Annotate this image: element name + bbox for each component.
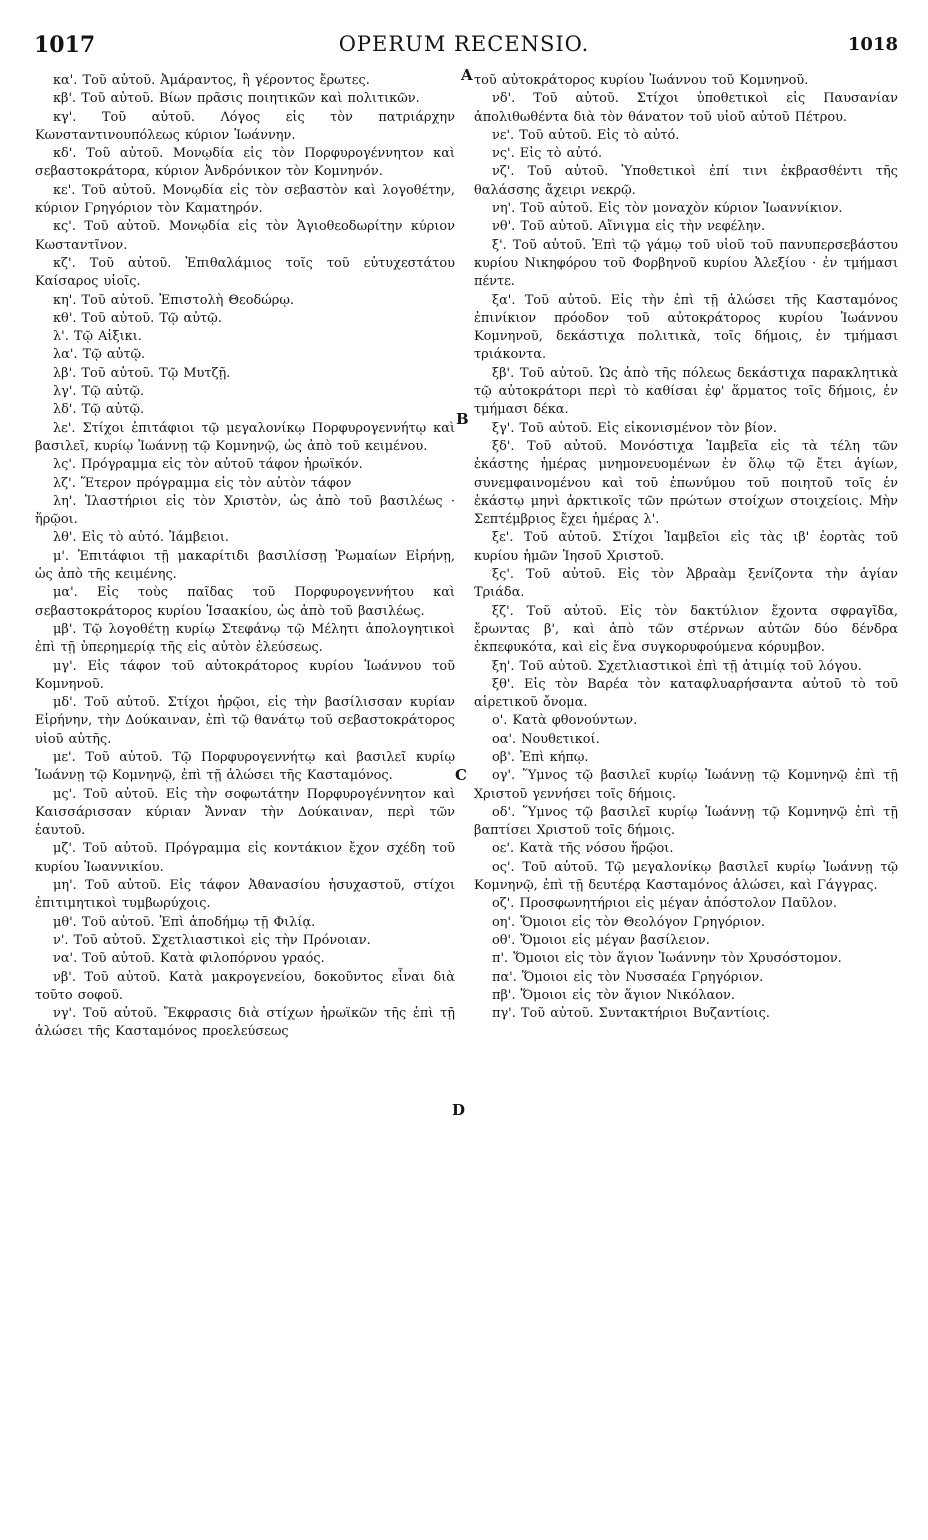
right-entry: ος'. Τοῦ αὐτοῦ. Τῷ μεγαλονίκῳ βασιλεῖ κυρίῳ Ἰωάννῃ τῷ Κομνηνῷ, ἐπὶ τῇ δευτέρᾳ Κασταμόνος ἁλώσει, καὶ Γάγγρας. — [474, 859, 898, 894]
left-entry: λα'. Τῷ αὐτῷ. — [53, 347, 146, 363]
right-entry: ξθ'. Εἰς τὸν Βαρέα τὸν καταφλυαρήσαντα αὐτοῦ τὸ τοῦ αἱρετικοῦ ὄνομα. — [474, 676, 898, 711]
left-entry: κγ'. Τοῦ αὐτοῦ. Λόγος εἰς τὸν πατριάρχην Κωνσταντινουπόλεως κύριον Ἰωάννην. — [35, 109, 455, 143]
left-entry: λθ'. Εἰς τὸ αὐτό. Ἰάμβειοι. — [53, 530, 229, 546]
margin-letter-b: B — [456, 410, 469, 428]
left-entry: να'. Τοῦ αὐτοῦ. Κατὰ φιλοπόρνου γραός. — [53, 951, 325, 967]
right-entry: πα'. Ὅμοιοι εἰς τὸν Νυσσαέα Γρηγόριον. — [492, 969, 764, 985]
left-entry: νβ'. Τοῦ αὐτοῦ. Κατὰ μακρογενείου, δοκοῦντος εἶναι διὰ τοῦτο σοφοῦ. — [35, 969, 455, 1003]
left-entry: λη'. Ἱλαστήριοι εἰς τὸν Χριστὸν, ὡς ἀπὸ τοῦ βασιλέως · ἥρῷοι. — [35, 493, 455, 528]
right-entry: πγ'. Τοῦ αὐτοῦ. Συντακτήριοι Βυζαντίοις. — [492, 1006, 770, 1022]
right-entry: ξα'. Τοῦ αὐτοῦ. Εἰς τὴν ἐπὶ τῇ ἁλώσει τῆς Κασταμόνος ἐπινίκιον πρόοδον τοῦ αὐτοκράτορος κυρίου Ἰωάννου Κομνηνοῦ, δεκάστιχα πολιτικὰ, τοῖς δήμοις, ἐν τμήμασι τριάκοντα. — [474, 292, 898, 363]
right-entry: νε'. Τοῦ αὐτοῦ. Εἰς τὸ αὐτό. — [492, 127, 680, 143]
right-entry: νθ'. Τοῦ αὐτοῦ. Αἴνιγμα εἰς τὴν νεφέλην. — [492, 219, 766, 235]
right-entry: νς'. Εἰς τὸ αὐτό. — [492, 146, 603, 162]
margin-letter-a: A — [461, 66, 473, 84]
right-entry: π'. Ὅμοιοι εἰς τὸν ἅγιον Ἰωάννην τὸν Χρυσόστομον. — [492, 951, 842, 967]
left-entry: μζ'. Τοῦ αὐτοῦ. Πρόγραμμα εἰς κοντάκιον ἔχον σχέδη τοῦ κυρίου Ἰωαννικίου. — [35, 841, 455, 875]
margin-letter-d: D — [452, 1101, 466, 1119]
page-header — [0, 30, 928, 66]
left-entry: λε'. Στίχοι ἐπιτάφιοι τῷ μεγαλονίκῳ Πορφυρογεννήτῳ καὶ βασιλεῖ, κυρίῳ Ἰωάννῃ τῷ Κομνηνῷ, ὡς ἀπὸ τοῦ κειμένου. — [35, 420, 455, 454]
top-continuation: τοῦ αὐτοκράτορος κυρίου Ἰωάννου τοῦ Κομνηνοῦ. — [474, 73, 809, 88]
left-entry: κθ'. Τοῦ αὐτοῦ. Τῷ αὐτῷ. — [53, 310, 222, 326]
right-page-number: 1018 — [847, 34, 898, 55]
left-entry: μη'. Τοῦ αὐτοῦ. Εἰς τάφον Ἀθανασίου ἡσυχαστοῦ, στίχοι ἐπιτιμητικοὶ τυμβωρύχοις. — [35, 878, 455, 912]
right-entry: πβ'. Ὅμοιοι εἰς τὸν ἅγιον Νικόλαον. — [492, 987, 735, 1003]
left-entry: κβ'. Τοῦ αὐτοῦ. Βίων πρᾶσις ποιητικῶν καὶ πολιτικῶν. — [53, 91, 420, 107]
left-entry: μδ'. Τοῦ αὐτοῦ. Στίχοι ἡρῷοι, εἰς τὴν βασίλισσαν κυρίαν Εἰρήνην, τὴν Δούκαιναν, ἐπὶ τῷ θανάτῳ τοῦ σεβαστοκράτορος υἱοῦ αὐτῆς. — [35, 695, 455, 747]
right-column — [474, 72, 898, 1023]
right-entry: οθ'. Ὅμοιοι εἰς μέγαν βασίλειον. — [492, 932, 710, 948]
right-entry: ξς'. Τοῦ αὐτοῦ. Εἰς τὸν Ἀβραὰμ ξενίζοντα τὴν ἁγίαν Τριάδα. — [474, 567, 898, 601]
running-title: OPERUM RECENSIO. — [338, 32, 590, 56]
left-entry: μα'. Εἰς τοὺς παῖδας τοῦ Πορφυρογεννήτου καὶ σεβαστοκράτορος κυρίου Ἰσαακίου, ὡς ἀπὸ τοῦ βασιλέως. — [35, 585, 455, 619]
left-column — [35, 72, 455, 1042]
left-entry: λ'. Τῷ Αἰξικι. — [53, 329, 142, 345]
right-entry: ξγ'. Τοῦ αὐτοῦ. Εἰς εἰκονισμένον τὸν βίον. — [492, 420, 777, 436]
left-entry: μγ'. Εἰς τάφον τοῦ αὐτοκράτορος κυρίου Ἰωάννου τοῦ Κομνηνοῦ. — [35, 658, 455, 692]
left-entry: ν'. Τοῦ αὐτοῦ. Σχετλιαστικοὶ εἰς τὴν Πρόνοιαν. — [53, 932, 371, 948]
left-entry: νγ'. Τοῦ αὐτοῦ. Ἔκφρασις διὰ στίχων ἡρωϊκῶν τῆς ἐπὶ τῇ ἁλώσει τῆς Κασταμόνος προελεύσεως — [35, 1006, 455, 1040]
left-entry: μβ'. Τῷ λογοθέτῃ κυρίῳ Στεφάνῳ τῷ Μέλητι ἀπολογητικοὶ ἐπὶ τῇ ὑπερημερίᾳ τῆς εἰς αὐτὸν ἐλεύσεως. — [35, 621, 455, 656]
right-entry: ξβ'. Τοῦ αὐτοῦ. Ὡς ἀπὸ τῆς πόλεως δεκάστιχα παρακλητικὰ τῷ αὐτοκράτορι περὶ τὸ καθίσαι ἐφ' ἅρματος τοῖς δήμοις, ἐν τμήμασι δέκα. — [474, 365, 898, 418]
left-entry: κη'. Τοῦ αὐτοῦ. Ἐπιστολὴ Θεοδώρῳ. — [53, 292, 294, 308]
left-entry: λγ'. Τῷ αὐτῷ. — [53, 384, 145, 400]
margin-letter-c: C — [455, 766, 467, 784]
left-entry: μθ'. Τοῦ αὐτοῦ. Ἐπὶ ἀποδήμῳ τῇ Φιλίᾳ. — [53, 914, 316, 930]
right-entry: οη'. Ὅμοιοι εἰς τὸν Θεολόγον Γρηγόριον. — [492, 914, 766, 930]
right-entry: νδ'. Τοῦ αὐτοῦ. Στίχοι ὑποθετικοὶ εἰς Παυσανίαν ἀπολιθωθέντα διὰ τὸν θάνατον τοῦ υἱοῦ αὐτοῦ Πέτρου. — [474, 91, 898, 125]
right-entry: ο'. Κατὰ φθονούντων. — [492, 713, 638, 729]
right-entry: οβ'. Ἐπὶ κήπῳ. — [492, 749, 589, 765]
right-entry: ξε'. Τοῦ αὐτοῦ. Στίχοι Ἰαμβεῖοι εἰς τὰς ιβ' ἑορτὰς τοῦ κυρίου ἡμῶν Ἰησοῦ Χριστοῦ. — [474, 530, 898, 564]
left-entry: μ'. Ἐπιτάφιοι τῇ μακαρίτιδι βασιλίσσῃ Ῥωμαίων Εἰρήνῃ, ὡς ἀπὸ τῆς κειμένης. — [35, 548, 455, 583]
right-entry: οδ'. Ὕμνος τῷ βασιλεῖ κυρίῳ Ἰωάννῃ τῷ Κομνηνῷ ἐπὶ τῇ βαπτίσει Χριστοῦ τοῖς δήμοις. — [474, 804, 898, 839]
left-entry: κε'. Τοῦ αὐτοῦ. Μονῳδία εἰς τὸν σεβαστὸν καὶ λογοθέτην, κύριον Γρηγόριον τὸν Καματηρόν. — [35, 182, 455, 217]
right-entry: οε'. Κατὰ τῆς νόσου ἥρῷοι. — [492, 841, 674, 857]
left-entry: μς'. Τοῦ αὐτοῦ. Εἰς τὴν σοφωτάτην Πορφυρογέννητον καὶ Καισσάρισσαν κύριαν Ἄνναν τὴν Δούκαιναν, περὶ τῶν ἑαυτοῦ. — [35, 786, 455, 839]
right-entry: ξη'. Τοῦ αὐτοῦ. Σχετλιαστικοὶ ἐπὶ τῇ ἀτιμίᾳ τοῦ λόγου. — [492, 658, 862, 674]
right-entry: ξδ'. Τοῦ αὐτοῦ. Μονόστιχα Ἰαμβεῖα εἰς τὰ τέλη τῶν ἑκάστης ἡμέρας μνημονευομένων ἐν ὅλῳ τῷ ἔτει ἁγίων, συνεμφαινομένου καὶ τοῦ ἐπωνύμου τοῦ ποιητοῦ τοῖς ἐν ἑκάστῳ μηνὶ ἀρκτικοῖς τῶν πρώτων στοίχων στοιχείοις. Μὴν Σεπτέμβριος ἔχει ἡμέρας λ'. — [474, 438, 898, 528]
left-entry: λδ'. Τῷ αὐτῷ. — [53, 402, 145, 418]
right-entry: νη'. Τοῦ αὐτοῦ. Εἰς τὸν μοναχὸν κύριον Ἰωαννίκιον. — [492, 201, 843, 217]
left-entry: κς'. Τοῦ αὐτοῦ. Μονῳδία εἰς τὸν Ἁγιοθεοδωρίτην κύριον Κωσταντῖνον. — [35, 219, 455, 253]
right-entry: νζ'. Τοῦ αὐτοῦ. Ὑποθετικοὶ ἐπί τινι ἐκβρασθέντι τῆς θαλάσσης ἄχειρι νεκρῷ. — [474, 164, 898, 198]
right-entry: οα'. Νουθετικοί. — [492, 731, 600, 747]
left-entry: με'. Τοῦ αὐτοῦ. Τῷ Πορφυρογεννήτῳ καὶ βασιλεῖ κυρίῳ Ἰωάννῃ τῷ Κομνηνῷ, ἐπὶ τῇ ἁλώσει τῆς Κασταμόνος. — [35, 749, 455, 784]
left-entry: λζ'. Ἕτερον πρόγραμμα εἰς τὸν αὐτὸν τάφον — [53, 475, 352, 491]
right-entry: οζ'. Προσφωνητήριοι εἰς μέγαν ἀπόστολον Παῦλον. — [492, 896, 837, 912]
left-entry: λς'. Πρόγραμμα εἰς τὸν αὐτοῦ τάφον ἡρωϊκόν. — [53, 457, 363, 473]
left-entry: κδ'. Τοῦ αὐτοῦ. Μονῳδία εἰς τὸν Πορφυρογέννητον καὶ σεβαστοκράτορα, κύριον Ἀνδρόνικον τὸν Κομνηνόν. — [35, 146, 455, 180]
right-entry: ξ'. Τοῦ αὐτοῦ. Ἐπὶ τῷ γάμῳ τοῦ υἱοῦ τοῦ πανυπερσεβάστου κυρίου Νικηφόρου τοῦ Φορβηνοῦ κυρίου Ἀλεξίου · ἐν τμήμασι πέντε. — [474, 237, 898, 290]
right-entry-list — [474, 90, 898, 1023]
right-entry: ξζ'. Τοῦ αὐτοῦ. Εἰς τὸν δακτύλιον ἔχοντα σφραγῖδα, ἔρωντας β', καὶ ἀπὸ τῶν στέρνων αὐτῶν δύο δένδρα ἐκπεφυκότα, καὶ εἰς ἕνα συγκορυφούμενα κόρυμβον. — [474, 603, 898, 656]
left-page-number: 1017 — [34, 32, 96, 58]
left-entry: λβ'. Τοῦ αὐτοῦ. Τῷ Μυτζῇ. — [53, 365, 231, 381]
right-entry: ογ'. Ὕμνος τῷ βασιλεῖ κυρίῳ Ἰωάννῃ τῷ Κομνηνῷ ἐπὶ τῇ Χριστοῦ γεννήσει τοῖς δήμοις. — [474, 768, 898, 802]
left-entry: κζ'. Τοῦ αὐτοῦ. Ἐπιθαλάμιος τοῖς τοῦ εὐτυχεστάτου Καίσαρος υἱοῖς. — [35, 255, 455, 290]
left-entry: κα'. Τοῦ αὐτοῦ. Ἀμάραντος, ἢ γέροντος ἔρωτες. — [53, 73, 370, 88]
